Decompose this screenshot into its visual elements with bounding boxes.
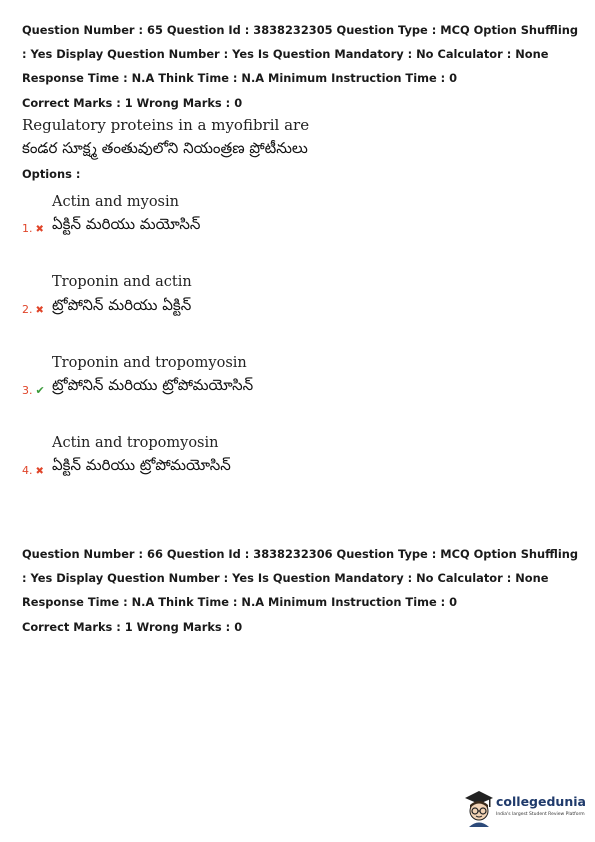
logo-tagline: India's largest Student Review Platform xyxy=(496,812,585,817)
option-4-text-te: ఏక్టిన్ మరియు ట్రోపోమయోసిన్ xyxy=(52,456,231,474)
option-2-number[interactable] xyxy=(22,303,44,316)
question-66-meta: Question Number : 66 Question Id : 3838232306 Question Type : MCQ Option Shuffling : Yes Display Question Number : Yes Is Question Mandatory : No Calculator : None Response Time : N.A Think Time : N.A Minimum Instruction Time : 0 xyxy=(22,547,578,609)
option-1-text-te: ఏక్టిన్ మరియు మయోసిన్ xyxy=(52,215,201,233)
logo-name: collegedunia xyxy=(496,794,586,809)
check-icon: ✔ xyxy=(35,384,45,397)
question-66-marks: Correct Marks : 1 Wrong Marks : 0 xyxy=(22,620,243,634)
option-3-number[interactable] xyxy=(22,384,45,397)
option-3-text-en: Troponin and tropomyosin xyxy=(52,355,247,371)
question-65-text-te: కండర సూక్ష్మ తంతువులోని నియంత్రణ ప్రోటీనులు xyxy=(22,139,308,157)
option-3-text-te: ట్రోపోనిన్ మరియు ట్రోపోమయోసిన్ xyxy=(52,376,254,394)
option-2-text-en: Troponin and actin xyxy=(52,274,192,290)
collegedunia-logo xyxy=(463,786,585,830)
option-1-text-en: Actin and myosin xyxy=(52,194,179,210)
option-4-number[interactable] xyxy=(22,464,44,477)
option-3-label: 3. xyxy=(22,384,33,397)
option-4-text-en: Actin and tropomyosin xyxy=(52,435,219,451)
option-4-label: 4. xyxy=(22,464,33,477)
options-label: Options : xyxy=(22,167,81,181)
cross-icon: ✖ xyxy=(35,305,44,316)
cross-icon: ✖ xyxy=(35,224,44,235)
cross-icon: ✖ xyxy=(35,466,44,477)
option-2-text-te: ట్రోపోనిన్ మరియు ఏక్టిన్ xyxy=(52,296,192,314)
question-65-meta: Question Number : 65 Question Id : 3838232305 Question Type : MCQ Option Shuffling : Yes Display Question Number : Yes Is Question Mandatory : No Calculator : None Response Time : N.A Think Time : N.A Minimum Instruction Time : 0 xyxy=(22,23,578,85)
option-2-label: 2. xyxy=(22,303,33,316)
question-65-marks: Correct Marks : 1 Wrong Marks : 0 xyxy=(22,96,243,110)
option-1-label: 1. xyxy=(22,222,33,235)
graduate-mascot-icon xyxy=(463,788,495,828)
question-65-text-en: Regulatory proteins in a myofibril are xyxy=(22,116,310,134)
option-1-number[interactable] xyxy=(22,222,44,235)
